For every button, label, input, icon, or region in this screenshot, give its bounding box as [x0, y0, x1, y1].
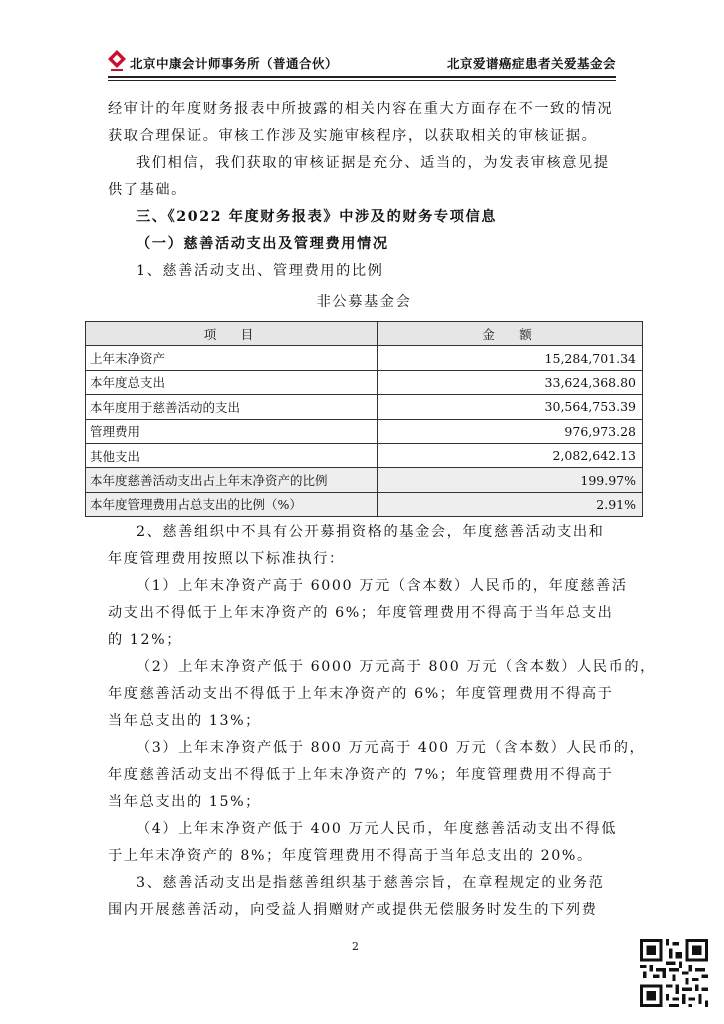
paragraph-line: 2、慈善组织中不具有公开募捐资格的基金会，年度慈善活动支出和	[136, 524, 605, 540]
table-row	[86, 443, 643, 467]
rule-line: 的 12%；	[108, 632, 183, 648]
table-row	[86, 468, 643, 492]
row-item: 本年度管理费用占总支出的比例（%）	[86, 492, 378, 516]
rule-line: （3）上年末净资产低于 800 万元高于 400 万元（含本数）人民币的，	[136, 740, 646, 756]
subsection-heading: （一）慈善活动支出及管理费用情况	[136, 236, 389, 252]
rule-line: 动支出不得低于上年末净资产的 6%；年度管理费用不得高于当年总支出	[108, 605, 614, 621]
paragraph-line: 获取合理保证。审核工作涉及实施审核程序，以获取相关的审核证据。	[108, 128, 598, 144]
header-firm-name: 北京中康会计师事务所（普通合伙）	[130, 56, 339, 71]
table-row	[86, 346, 643, 370]
rule-line: 当年总支出的 13%；	[108, 713, 261, 729]
table-row	[86, 419, 643, 443]
paragraph-line: 经审计的年度财务报表中所披露的相关内容在重大方面存在不一致的情况	[108, 101, 614, 117]
header-client-name: 北京爱谱癌症患者关爱基金会	[446, 56, 616, 71]
paragraph-line: 供了基础。	[108, 182, 187, 198]
header-rule-thin	[108, 80, 616, 81]
paragraph-line: 年度管理费用按照以下标准执行：	[108, 551, 345, 567]
paragraph-line: 围内开展慈善活动，向受益人捐赠财产或提供无偿服务时发生的下列费	[108, 902, 598, 918]
column-header-item: 项 目	[86, 322, 378, 346]
row-amount: 33,624,368.80	[378, 370, 643, 394]
firm-logo-icon	[108, 50, 126, 72]
row-amount: 976,973.28	[378, 419, 643, 443]
row-amount: 2.91%	[378, 492, 643, 516]
rule-line: 于上年末净资产的 8%；年度管理费用不得高于当年总支出的 20%。	[108, 848, 593, 864]
rule-line: 年度慈善活动支出不得低于上年末净资产的 6%；年度管理费用不得高于	[108, 686, 614, 702]
table-row	[86, 395, 643, 419]
table-row	[86, 492, 643, 516]
paragraph-line: 3、慈善活动支出是指慈善组织基于慈善宗旨，在章程规定的业务范	[136, 875, 605, 891]
table-row	[86, 370, 643, 394]
rule-line: （2）上年末净资产低于 6000 万元高于 800 万元（含本数）人民币的，	[136, 659, 656, 675]
header-rule-thick	[108, 76, 616, 78]
column-header-amount: 金 额	[378, 322, 643, 346]
row-item: 本年度慈善活动支出占上年末净资产的比例	[86, 468, 378, 492]
row-amount: 2,082,642.13	[378, 443, 643, 467]
row-item: 本年度总支出	[86, 370, 378, 394]
financial-table	[85, 321, 643, 517]
rule-line: 当年总支出的 15%；	[108, 794, 261, 810]
table-caption: 非公募基金会	[316, 294, 412, 310]
item-heading: 1、慈善活动支出、管理费用的比例	[136, 263, 384, 279]
row-item: 管理费用	[86, 419, 378, 443]
page-header	[108, 44, 616, 80]
paragraph-line: 我们相信，我们获取的审核证据是充分、适当的，为发表审核意见提	[136, 155, 610, 171]
rule-line: （4）上年末净资产低于 400 万元人民币，年度慈善活动支出不得低	[136, 821, 617, 837]
rule-line: 年度慈善活动支出不得低于上年末净资产的 7%；年度管理费用不得高于	[108, 767, 614, 783]
qr-code-icon	[640, 938, 708, 1008]
rule-line: （1）上年末净资产高于 6000 万元（含本数）人民币的，年度慈善活	[136, 578, 628, 594]
section-heading: 三、《2022 年度财务报表》中涉及的财务专项信息	[136, 209, 498, 225]
row-amount: 15,284,701.34	[378, 346, 643, 370]
row-amount: 30,564,753.39	[378, 395, 643, 419]
row-item: 其他支出	[86, 443, 378, 467]
row-amount: 199.97%	[378, 468, 643, 492]
row-item: 上年末净资产	[86, 346, 378, 370]
page-number: 2	[352, 940, 359, 953]
table-header-row	[86, 322, 643, 346]
row-item: 本年度用于慈善活动的支出	[86, 395, 378, 419]
